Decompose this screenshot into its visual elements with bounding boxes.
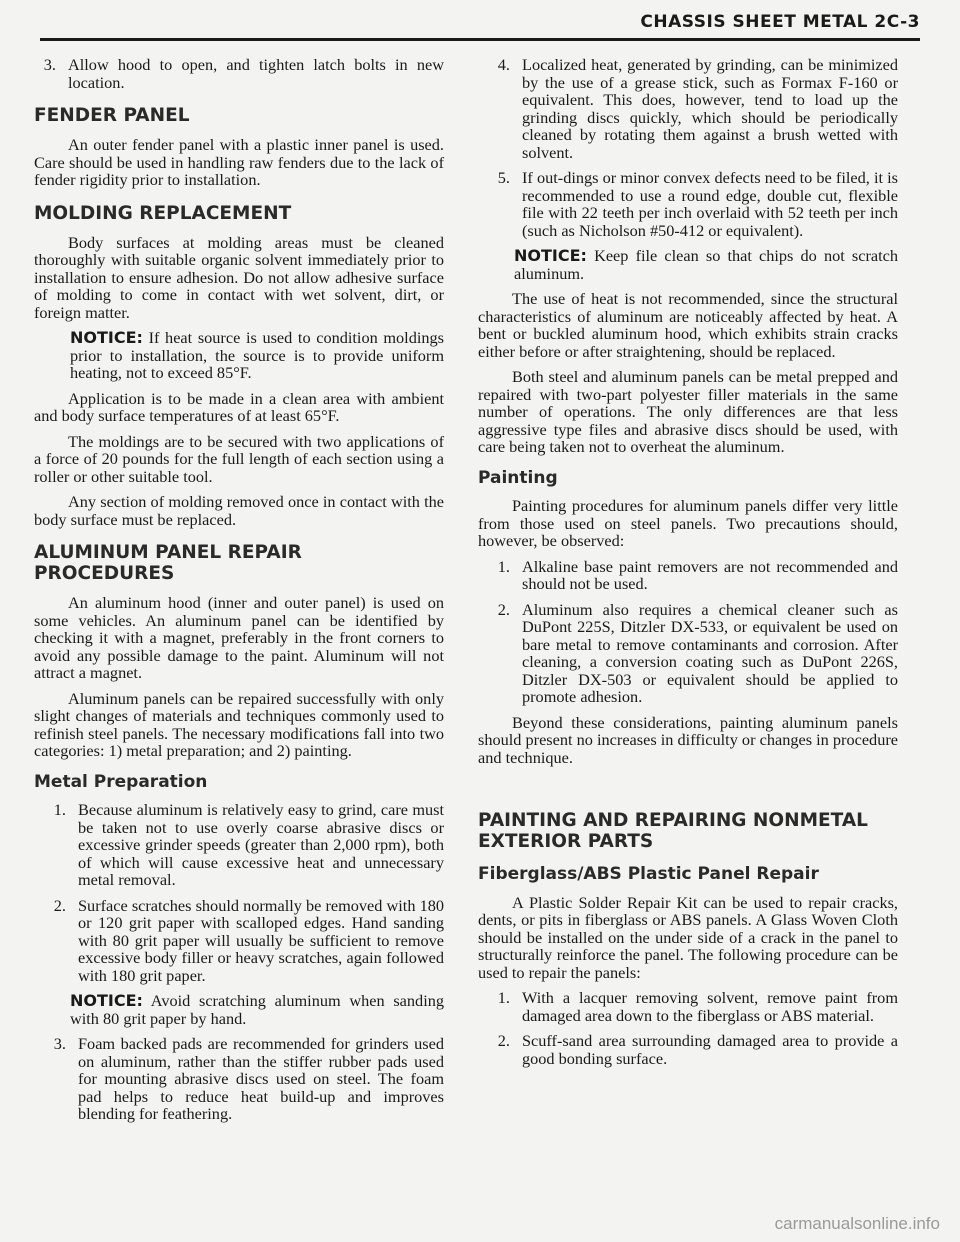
notice <box>514 247 898 282</box>
section-heading-aluminum: ALUMINUM PANEL REPAIR PROCEDURES <box>34 542 302 584</box>
list-item <box>34 801 444 889</box>
page-title: CHASSIS SHEET METAL 2C-3 <box>640 12 920 32</box>
list-item <box>478 601 898 706</box>
paragraph: An outer fender panel with a plastic inner panel is used. Care should be used in handling raw fenders due to the lack of fender rigidity prior to installation. <box>34 135 444 189</box>
paragraph: A Plastic Solder Repair Kit can be used to repair cracks, dents, or pits in fiberglass or ABS panels. A Glass Woven Cloth should be installed on the under side of a crack in the panel to structurally reinforce the panel. The following procedure can be used to repair the panels: <box>478 892 898 982</box>
item-number: 2. <box>53 895 66 915</box>
paragraph: Body surfaces at molding areas must be cleaned thoroughly with suitable organic solvent immediately prior to installation to ensure adhesion. Do not allow adhesive surface of molding to come in contact with wet solvent, dirt, or foreign matter. <box>34 232 444 322</box>
left-column <box>34 56 444 1131</box>
paragraph: Painting procedures for aluminum panels differ very little from those used on steel panels. Two precautions should, however, be observed: <box>478 496 898 550</box>
notice-text: If heat source is used to condition moldings prior to installation, the source is to provide uniform heating, not to exceed 85°F. <box>70 328 444 382</box>
paragraph: The use of heat is not recommended, since the structural characteristics of aluminum are noticeably affected by heat. A bent or buckled aluminum hood, which exhibits strain cracks either before or after straightening, should be replaced. <box>478 289 898 361</box>
item-text: If out-dings or minor convex defects need to be filed, it is recommended to use a round edge, double cut, flexible file with 22 teeth per inch overlaid with 52 teeth per inch (such as Nicholson #50-412 or equivalent). <box>522 168 898 240</box>
subsection-heading-metal-prep: Metal Preparation <box>34 771 208 792</box>
list-item <box>478 56 898 161</box>
list-item <box>478 1032 898 1067</box>
subsection-heading-painting: Painting <box>478 467 558 488</box>
item-number: 5. <box>497 168 510 187</box>
notice-text: Avoid scratching aluminum when sanding with 80 grit paper by hand. <box>70 991 444 1028</box>
section-heading-fender: FENDER PANEL <box>34 105 190 126</box>
item-number: 1. <box>53 800 66 819</box>
notice-label: NOTICE: <box>70 991 143 1010</box>
item-number: 4. <box>497 55 510 74</box>
item-text: Scuff-sand area surrounding damaged area to provide a good bonding surface. <box>522 1031 898 1068</box>
item-text: Aluminum also requires a chemical cleaner such as DuPont 225S, Ditzler DX-533, or equivalent be used on bare metal to remove contaminants and corrosion. After cleaning, a conversion coating such as DuPont 226S, Ditzler DX-503 or equivalent should be applied to promote adhesion. <box>522 599 898 706</box>
page-header <box>40 12 920 41</box>
item-number: 3. <box>43 55 56 74</box>
paragraph: Beyond these considerations, painting aluminum panels should present no increases in difficulty or changes in procedure and technique. <box>478 712 898 767</box>
item-text: Surface scratches should normally be removed with 180 or 120 grit paper with scalloped edges. Hand sanding with 80 grit paper will usually be sufficient to remove excessive body filler or heavy scratches, again followed with 180 grit paper. <box>78 895 444 985</box>
item-text: With a lacquer removing solvent, remove paint from damaged area down to the fiberglass or ABS material. <box>522 988 898 1025</box>
item-number: 3. <box>53 1034 66 1053</box>
notice <box>70 992 444 1027</box>
list-item <box>34 897 444 985</box>
item-text: Foam backed pads are recommended for grinders used on aluminum, rather than the stiffer rubber pads used for mounting abrasive discs used on steel. The foam pad helps to reduce heat build-up and improves blending for feathering. <box>78 1034 444 1123</box>
paragraph: Aluminum panels can be repaired successfully with only slight changes of materials and techniques commonly used to refinish steel panels. The necessary modifications fall into two categories: 1) metal preparation; and 2) painting. <box>34 688 444 760</box>
right-column <box>478 56 898 1075</box>
subsection-heading-fiberglass: Fiberglass/ABS Plastic Panel Repair <box>478 864 819 884</box>
notice <box>70 329 444 382</box>
notice-label: NOTICE: <box>514 246 587 265</box>
list-item <box>478 169 898 239</box>
item-number: 1. <box>497 556 510 576</box>
item-number: 2. <box>497 599 510 619</box>
item-text: Because aluminum is relatively easy to grind, care must be taken not to use overly coarse abrasive discs or excessive grinder speeds (greater than 2,000 rpm), both of which will cause excessive heat and unnecessary metal removal. <box>78 800 444 889</box>
paragraph: An aluminum hood (inner and outer panel) is used on some vehicles. An aluminum panel can be identified by checking it with a magnet, preferably in the front corners to avoid any possible damage to the paint. Aluminum will not attract a magnet. <box>34 593 444 682</box>
list-item <box>478 989 898 1024</box>
notice-text: Keep file clean so that chips do not scratch aluminum. <box>514 246 898 283</box>
paragraph: Application is to be made in a clean area with ambient and body surface temperatures of at least 65°F. <box>34 388 444 425</box>
paragraph: Any section of molding removed once in contact with the body surface must be replaced. <box>34 492 444 529</box>
item-number: 1. <box>497 988 510 1007</box>
item-number: 2. <box>497 1031 510 1050</box>
item-text: Localized heat, generated by grinding, can be minimized by the use of a grease stick, such as Formax F-160 or equivalent. This does, however, tend to load up the grinding discs quickly, which should be periodically cleaned by rotating them against a brush wetted with solvent. <box>522 55 898 162</box>
section-heading-molding: MOLDING REPLACEMENT <box>34 202 292 224</box>
list-item <box>478 558 898 593</box>
paragraph: Both steel and aluminum panels can be metal prepped and repaired with two-part polyester filler materials in the same number of operations. The only differences are that less aggressive type files and abrasive discs should be used, with care being taken not to overheat the aluminum. <box>478 367 898 456</box>
section-heading-nonmetal: PAINTING AND REPAIRING NONMETAL EXTERIOR PARTS <box>478 810 868 852</box>
list-item <box>34 56 444 91</box>
item-text: Allow hood to open, and tighten latch bolts in new location. <box>68 55 444 92</box>
item-text: Alkaline base paint removers are not recommended and should not be used. <box>522 556 898 593</box>
watermark-text: carmanualsonline.info <box>774 1214 940 1233</box>
notice-label: NOTICE: <box>70 328 143 347</box>
paragraph: The moldings are to be secured with two applications of a force of 20 pounds for the full length of each section using a roller or other suitable tool. <box>34 431 444 486</box>
list-item <box>34 1035 444 1123</box>
